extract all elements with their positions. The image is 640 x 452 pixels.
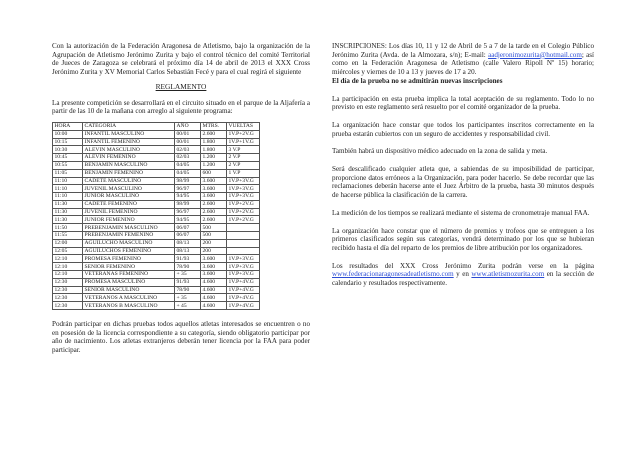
cell-ano: 78/90 xyxy=(175,286,201,294)
cell-metros: 2.600 xyxy=(201,208,227,216)
cell-metros: 1.200 xyxy=(201,161,227,169)
table-row xyxy=(53,247,260,255)
cell-vueltas: 3 V.P xyxy=(227,146,260,154)
cell-categoria: PROMESA MASCULINO xyxy=(83,278,175,286)
table-row xyxy=(53,193,260,201)
cell-ano: 91/93 xyxy=(175,278,201,286)
cell-hora: 11:10 xyxy=(53,177,83,185)
cell-categoria: VETERANAS FEMENINO xyxy=(83,271,175,279)
cell-vueltas: 1V.P+4V.G xyxy=(227,286,260,294)
cell-categoria: PROMESA FEMENINO xyxy=(83,255,175,263)
cell-hora: 11:50 xyxy=(53,224,83,232)
cell-categoria: JUVENIL FEMENINO xyxy=(83,208,175,216)
cell-hora: 12:30 xyxy=(53,294,83,302)
cell-hora: 11:10 xyxy=(53,193,83,201)
cell-vueltas: 1V.P+2V.G xyxy=(227,130,260,138)
inscripciones-paragraph xyxy=(332,42,594,77)
cell-hora: 10:00 xyxy=(53,130,83,138)
cell-categoria: BENJAMIN FEMENINO xyxy=(83,169,175,177)
cell-metros: 4.600 xyxy=(201,286,227,294)
table-row xyxy=(53,278,260,286)
cell-categoria: AGUILUCHOS FEMENINO xyxy=(83,247,175,255)
cell-categoria: INFANTIL MASCULINO xyxy=(83,130,175,138)
table-row xyxy=(53,271,260,279)
table-body xyxy=(53,130,260,309)
cell-ano: 78/90 xyxy=(175,263,201,271)
inscripciones-text: INSCRIPCIONES: Los días 10, 11 y 12 de Abril de 5 a 7 de la tarde en el Colegio Público Jerónimo Zurita (Avda. de la Almozara, s/n); E-mail: xyxy=(332,42,594,59)
cell-vueltas: 1V.P+4V.G xyxy=(227,294,260,302)
cell-vueltas: 1V.P+2V.G xyxy=(227,208,260,216)
cell-hora: 12:30 xyxy=(53,278,83,286)
disqualification-paragraph: Será descalificado cualquier atleta que, a sabiendas de su imposibilidad de participar, proporcione datos erróneos a la Organización, para poder hacerlo. Se debe recordar que las reclamaciones deberán hacerse ante el Juez Árbitro de la prueba, hasta 30 minutos después de hacerse pública la clasificación de la carrera. xyxy=(332,165,594,200)
cell-ano: 96/97 xyxy=(175,208,201,216)
cell-categoria: SENIOR MASCULINO xyxy=(83,286,175,294)
cell-vueltas: 1V.P+2V.G xyxy=(227,216,260,224)
cell-metros: 1.800 xyxy=(201,138,227,146)
cell-vueltas: 2 V.P xyxy=(227,161,260,169)
cell-categoria: ALEVIN FEMENINO xyxy=(83,154,175,162)
cell-categoria: AGUILUCHO MASCULINO xyxy=(83,239,175,247)
timing-paragraph: La medición de los tiempos se realizará mediante el sistema de cronometraje manual FAA. xyxy=(332,208,590,217)
left-column xyxy=(52,42,310,361)
cell-categoria: BENJAMIN MASCULINO xyxy=(83,161,175,169)
table-row xyxy=(53,146,260,154)
cell-metros: 3.600 xyxy=(201,177,227,185)
cell-hora: 12:10 xyxy=(53,255,83,263)
cell-ano: 96/97 xyxy=(175,185,201,193)
location-paragraph: La presente competición se desarrollará en el circuito situado en el parque de la Aljafería a partir de las 10 de la mañana con arreglo al siguiente programa: xyxy=(52,98,310,116)
cell-ano: 06/07 xyxy=(175,224,201,232)
schedule-table xyxy=(52,122,260,310)
cell-ano: 98/99 xyxy=(175,200,201,208)
cell-metros: 200 xyxy=(201,239,227,247)
right-column xyxy=(332,42,594,294)
cell-categoria: SENIOR FEMENINO xyxy=(83,263,175,271)
table-row xyxy=(53,161,260,169)
cell-ano: 02/03 xyxy=(175,154,201,162)
results-lead: Los resultados del XXX Cross Jerónimo Zurita podrán verse en la página xyxy=(332,261,594,270)
table-row xyxy=(53,255,260,263)
cell-metros: 3.600 xyxy=(201,263,227,271)
header-hora: HORA xyxy=(53,122,83,130)
header-vueltas: VUELTAS xyxy=(227,122,260,130)
cell-ano: 91/93 xyxy=(175,255,201,263)
cell-ano: 94/95 xyxy=(175,216,201,224)
header-metros: MTRS. xyxy=(201,122,227,130)
cell-metros: 3.600 xyxy=(201,271,227,279)
prizes-paragraph: La organización hace constar que el número de premios y trofeos que se entreguen a los primeros clasificados según sus categorías, vendrá determinado por los que se hubieran recibido hasta el día del reparto de los premios de libre atribución por los organizadores. xyxy=(332,226,594,252)
cell-metros: 4.600 xyxy=(201,302,227,310)
cell-hora: 10:15 xyxy=(53,138,83,146)
cell-metros: 4.600 xyxy=(201,294,227,302)
cell-vueltas: 2 V.P xyxy=(227,154,260,162)
cell-ano: 98/99 xyxy=(175,177,201,185)
cell-metros: 4.600 xyxy=(201,278,227,286)
cell-ano: + 35 xyxy=(175,294,201,302)
cell-categoria: PREBENJAMIN FEMENINO xyxy=(83,232,175,240)
cell-categoria: CADETE MASCULINO xyxy=(83,177,175,185)
cell-metros: 3.600 xyxy=(201,255,227,263)
cell-vueltas xyxy=(227,224,260,232)
club-link[interactable]: www.atletismozurita.com xyxy=(471,270,545,279)
table-row xyxy=(53,130,260,138)
results-tail: en la sección de calendario y resultados respectivamente. xyxy=(332,270,594,288)
table-header-row xyxy=(53,122,260,130)
table-row xyxy=(53,224,260,232)
header-ano: AÑO xyxy=(175,122,201,130)
medical-paragraph: También habrá un dispositivo médico adecuado en la zona de salida y meta. xyxy=(332,147,548,156)
cell-vueltas: 1V.P+4V.G xyxy=(227,302,260,310)
cell-metros: 200 xyxy=(201,247,227,255)
cell-hora: 11:10 xyxy=(53,185,83,193)
cell-vueltas xyxy=(227,232,260,240)
table-row xyxy=(53,302,260,310)
cell-vueltas xyxy=(227,239,260,247)
cell-hora: 11:30 xyxy=(53,216,83,224)
cell-categoria: JUVENIL MASCULINO xyxy=(83,185,175,193)
table-row xyxy=(53,294,260,302)
cell-hora: 10:45 xyxy=(53,154,83,162)
cell-vueltas: 1V.P+2V.G xyxy=(227,200,260,208)
cell-categoria: CADETE FEMENINO xyxy=(83,200,175,208)
cell-hora: 12:05 xyxy=(53,247,83,255)
results-paragraph xyxy=(332,262,594,288)
cell-ano: 06/07 xyxy=(175,232,201,240)
cell-hora: 10:30 xyxy=(53,146,83,154)
table-row xyxy=(53,263,260,271)
cell-ano: 02/03 xyxy=(175,146,201,154)
table-row xyxy=(53,286,260,294)
cell-metros: 500 xyxy=(201,224,227,232)
notice-paragraph xyxy=(332,77,594,86)
cell-hora: 12:00 xyxy=(53,239,83,247)
cell-ano: 00/01 xyxy=(175,130,201,138)
cell-ano: 04/05 xyxy=(175,169,201,177)
insurance-paragraph: La organización hace constar que todos los participantes inscritos correctamente en la prueba estarán cubiertos con un seguro de accidentes y responsabilidad civil. xyxy=(332,120,594,138)
cell-ano: + 35 xyxy=(175,271,201,279)
cell-vueltas: 1V.P+1V.G xyxy=(227,138,260,146)
cell-hora: 11:05 xyxy=(53,169,83,177)
section-title: REGLAMENTO xyxy=(155,81,207,91)
header-categoria: CATEGORIA xyxy=(83,122,175,130)
cell-hora: 12:30 xyxy=(53,302,83,310)
email-link[interactable]: aadjeronimozurita@hotmail.com xyxy=(488,50,582,59)
cell-categoria: JUNIOR MASCULINO xyxy=(83,193,175,201)
cell-categoria: VETERANOS A MASCULINO xyxy=(83,294,175,302)
intro-paragraph: Con la autorización de la Federación Aragonesa de Atletismo, bajo la organización de la Agrupación de Atletismo Jerónimo Zurita y bajo el control técnico del comité Territorial de Jueces de Zaragoza se celebrará el próximo día 14 de abril de 2013 el XXX Cross Jerónimo Zurita y XV Memorial Carlos Sebastián Fecé y para el cual regirá el siguiente xyxy=(52,42,310,77)
cell-categoria: VETERANOS B MASCULINO xyxy=(83,302,175,310)
table-row xyxy=(53,169,260,177)
cell-metros: 2.600 xyxy=(201,130,227,138)
cell-ano: 00/01 xyxy=(175,138,201,146)
cell-metros: 600 xyxy=(201,169,227,177)
table-row xyxy=(53,177,260,185)
cell-vueltas: 1V.P+3V.G xyxy=(227,177,260,185)
cell-hora: 11:30 xyxy=(53,200,83,208)
cell-hora: 12:30 xyxy=(53,286,83,294)
table-row xyxy=(53,208,260,216)
cell-vueltas xyxy=(227,247,260,255)
inscripciones-tail: ; así como en la Federación Aragonesa de Atletismo (calle Valero Ripoll Nº 15) horario; miércoles y viernes de 10 a 13 y jueves de 17 a 20. xyxy=(332,50,595,77)
cell-vueltas: 1V.P+4V.G xyxy=(227,278,260,286)
cell-vueltas: 1V.P+3V.G xyxy=(227,263,260,271)
table-row xyxy=(53,239,260,247)
cell-hora: 11:30 xyxy=(53,208,83,216)
cell-ano: 94/95 xyxy=(175,193,201,201)
federation-link[interactable]: www.federacionaragonesadeatletismo.com xyxy=(332,270,454,279)
cell-metros: 1.200 xyxy=(201,154,227,162)
cell-ano: + 45 xyxy=(175,302,201,310)
table-row xyxy=(53,138,260,146)
cell-ano: 04/05 xyxy=(175,161,201,169)
cell-metros: 500 xyxy=(201,232,227,240)
table-row xyxy=(53,200,260,208)
cell-hora: 12:10 xyxy=(53,263,83,271)
table-row xyxy=(53,216,260,224)
cell-hora: 12:10 xyxy=(53,271,83,279)
results-mid: y en xyxy=(453,270,472,279)
table-row xyxy=(53,154,260,162)
cell-categoria: PREBENJAMIN MASCULINO xyxy=(83,224,175,232)
cell-metros: 3.600 xyxy=(201,185,227,193)
cell-metros: 2.600 xyxy=(201,200,227,208)
acceptance-paragraph: La participación en esta prueba implica la total aceptación de su reglamento. Todo lo no previsto en este reglamento será resuelto por el comité organizador de la prueba. xyxy=(332,94,594,112)
bold-notice: El día de la prueba no se admitirán nuevas inscripciones xyxy=(332,76,503,85)
cell-hora: 11:55 xyxy=(53,232,83,240)
cell-vueltas: 1V.P+3V.G xyxy=(227,193,260,201)
cell-vueltas: 1 V.P xyxy=(227,169,260,177)
cell-hora: 10:55 xyxy=(53,161,83,169)
cell-ano: 08/13 xyxy=(175,239,201,247)
participation-paragraph: Podrán participar en dichas pruebas todos aquellos atletas interesados se encuentren o no en posesión de la licencia correspondiente a su categoría, siendo obligatorio participar por año de nacimiento. Los atletas extranjeros deberán tener licencia por la FAA para poder participar. xyxy=(52,320,310,355)
cell-categoria: JUNIOR FEMENINO xyxy=(83,216,175,224)
cell-categoria: ALEVIN MASCULINO xyxy=(83,146,175,154)
cell-vueltas: 1V.P+3V.G xyxy=(227,185,260,193)
cell-ano: 08/13 xyxy=(175,247,201,255)
cell-metros: 1.800 xyxy=(201,146,227,154)
cell-metros: 2.600 xyxy=(201,216,227,224)
cell-vueltas: 1V.P+3V.G xyxy=(227,271,260,279)
cell-metros: 3.600 xyxy=(201,193,227,201)
cell-categoria: INFANTIL FEMENINO xyxy=(83,138,175,146)
table-row xyxy=(53,185,260,193)
table-row xyxy=(53,232,260,240)
cell-vueltas: 1V.P+3V.G xyxy=(227,255,260,263)
